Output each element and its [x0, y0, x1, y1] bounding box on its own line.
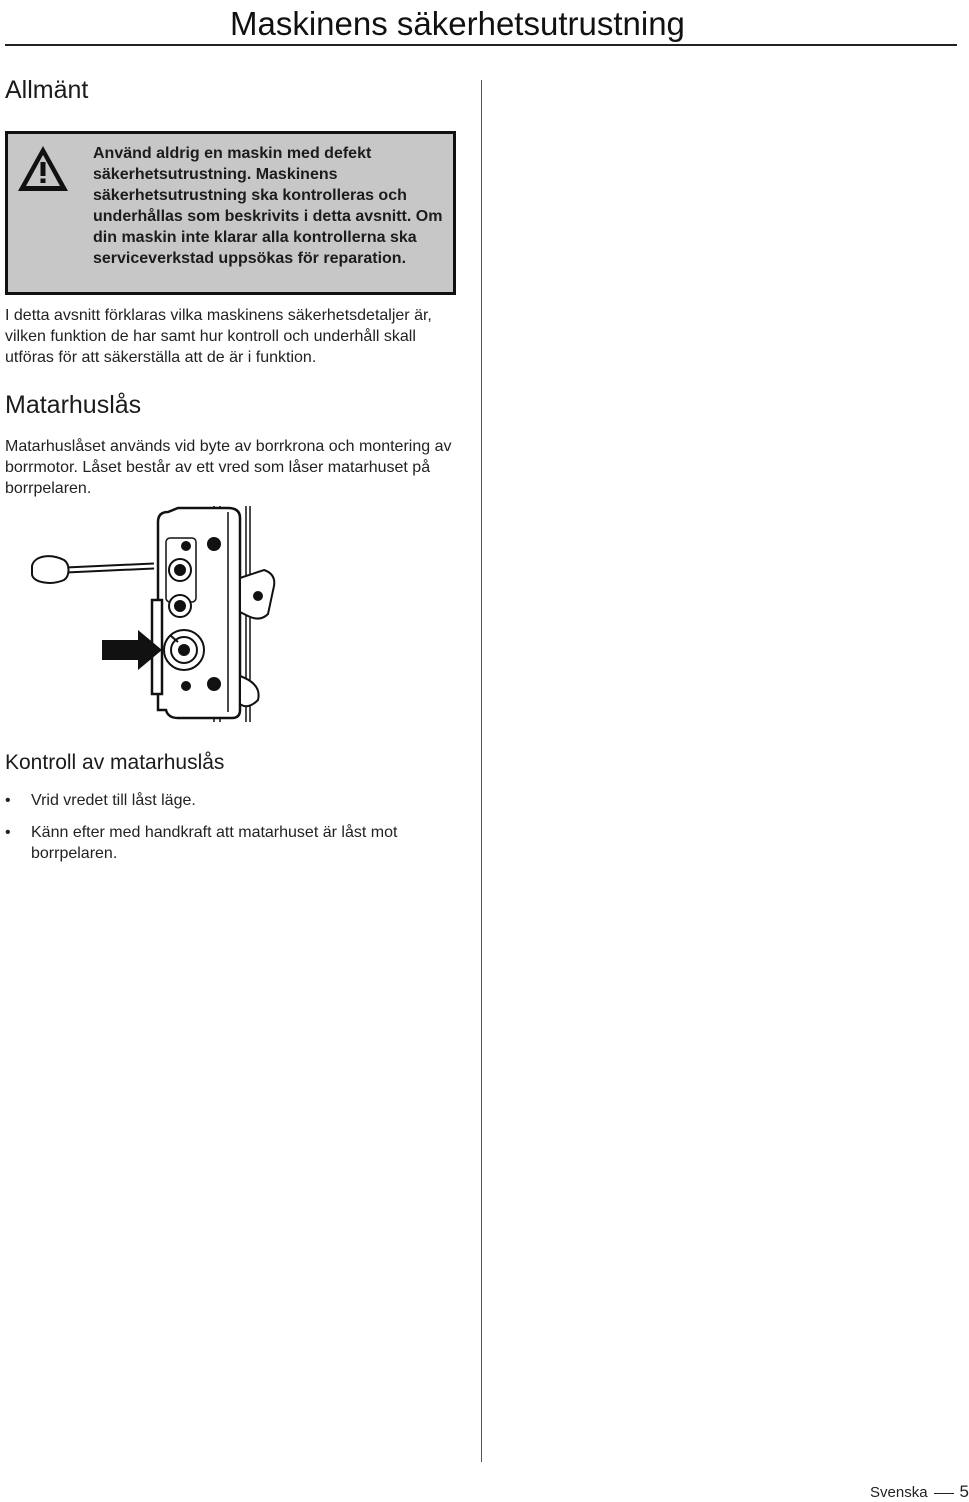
- heading-matarhuslas: Matarhuslås: [5, 391, 142, 419]
- side-bracket: [240, 570, 274, 619]
- page-number: 5: [959, 1482, 969, 1501]
- lock-knob: [164, 630, 204, 670]
- footer-dash: [934, 1493, 954, 1494]
- list-item-text: Vrid vredet till låst läge.: [31, 792, 196, 809]
- warning-text: Använd aldrig en maskin med defekt säkerhetsutrustning. Maskinens säkerhetsutrustning ska kontrolleras och underhållas som beskrivits i detta avsnitt. Om din maskin inte klarar alla kontrollerna ska serviceverkstad uppsökas för reparation.: [93, 145, 443, 267]
- heading-kontroll: Kontroll av matarhuslås: [5, 751, 225, 774]
- heading-allmant: Allmänt: [5, 76, 89, 104]
- chapter-title-rule: [5, 44, 957, 46]
- list-item: • Känn efter med handkraft att matarhuset är låst mot borrpelaren.: [5, 824, 398, 862]
- column-divider: [481, 80, 482, 1462]
- lever-handle: [32, 556, 154, 583]
- list-item-text: Känn efter med handkraft att matarhuset är låst mot borrpelaren.: [31, 824, 398, 862]
- list-item: • Vrid vredet till låst läge.: [5, 792, 196, 809]
- chapter-title: Maskinens säkerhetsutrustning: [230, 5, 685, 42]
- warning-triangle-icon: [16, 144, 70, 194]
- feed-housing: [152, 508, 240, 718]
- intro-paragraph: I detta avsnitt förklaras vilka maskinens säkerhetsdetaljer är, vilken funktion de har samt hur kontroll och underhåll skall utföras för att säkerställa att de är i funktion.: [5, 307, 432, 366]
- footer-language: Svenska: [870, 1484, 928, 1501]
- kontroll-list: [5, 790, 475, 875]
- page-footer: [870, 1482, 969, 1502]
- feed-housing-lock-illustration: [28, 500, 278, 722]
- warning-box: [5, 131, 456, 295]
- matarhuslas-paragraph: Matarhuslåset används vid byte av borrkrona och montering av borrmotor. Låset består av ett vred som låser matarhuset på borrpelaren.: [5, 438, 452, 497]
- bottom-bracket: [240, 676, 259, 706]
